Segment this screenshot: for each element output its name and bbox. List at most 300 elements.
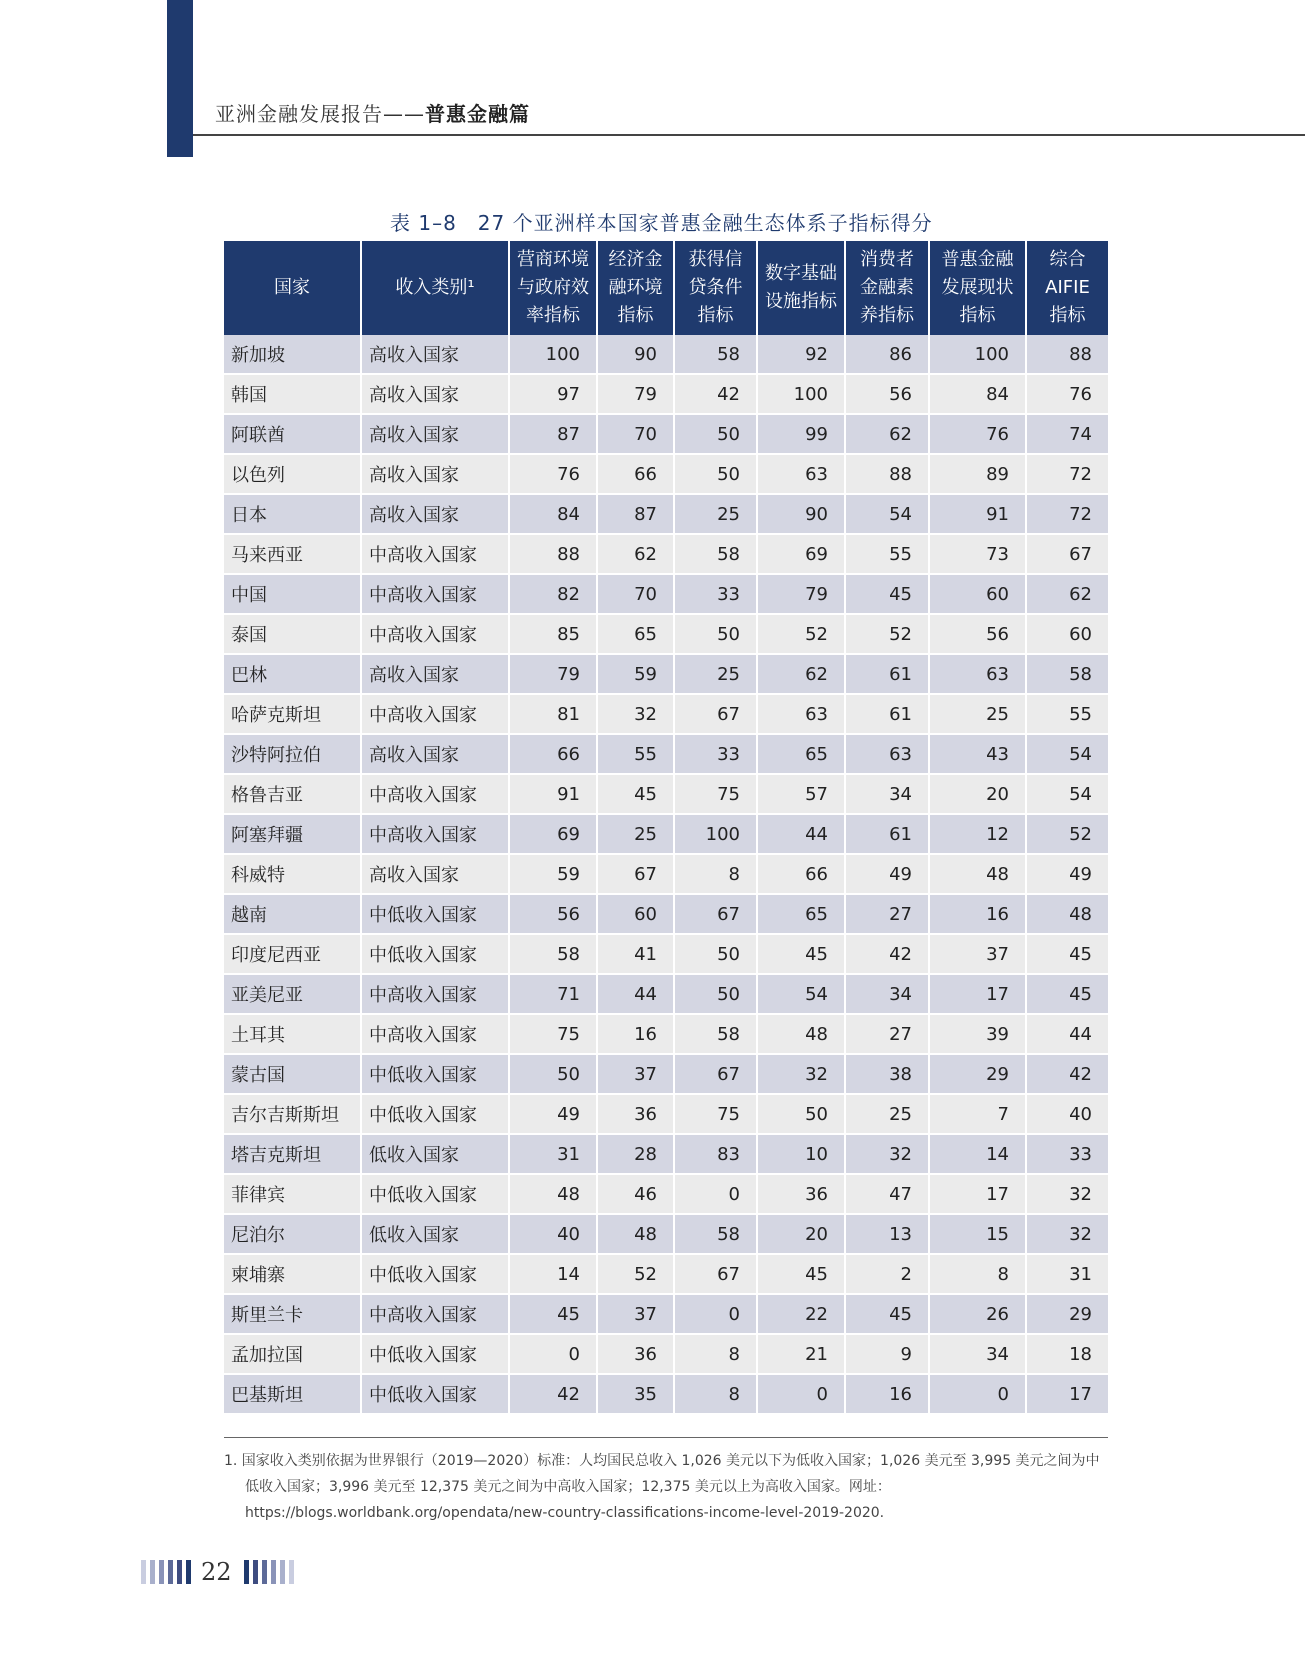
cell-economic-env: 25 [597,814,674,854]
cell-aifie: 29 [1026,1294,1108,1334]
cell-aifie: 76 [1026,374,1108,414]
cell-inclusion-status: 0 [929,1374,1026,1414]
cell-credit-access: 58 [674,534,757,574]
cell-consumer-literacy: 61 [845,814,929,854]
cell-economic-env: 60 [597,894,674,934]
footnote [224,1448,1108,1526]
cell-credit-access: 8 [674,1334,757,1374]
cell-income: 中低收入国家 [361,1374,509,1414]
cell-business-env: 14 [509,1254,597,1294]
cell-digital-infra: 44 [757,814,845,854]
cell-inclusion-status: 56 [929,614,1026,654]
cell-inclusion-status: 14 [929,1134,1026,1174]
cell-economic-env: 41 [597,934,674,974]
cell-inclusion-status: 7 [929,1094,1026,1134]
cell-country: 土耳其 [224,1014,361,1054]
cell-economic-env: 37 [597,1294,674,1334]
cell-country: 哈萨克斯坦 [224,694,361,734]
cell-credit-access: 25 [674,654,757,694]
table-row [224,974,1108,1014]
cell-digital-infra: 48 [757,1014,845,1054]
cell-business-env: 50 [509,1054,597,1094]
cell-aifie: 72 [1026,494,1108,534]
cell-aifie: 72 [1026,454,1108,494]
column-header-income [361,241,509,335]
cell-economic-env: 28 [597,1134,674,1174]
cell-country: 菲律宾 [224,1174,361,1214]
column-header-line: 养指标 [860,305,914,326]
cell-digital-infra: 50 [757,1094,845,1134]
cell-economic-env: 65 [597,614,674,654]
column-header-line: 国家 [274,277,310,298]
cell-aifie: 42 [1026,1054,1108,1094]
table-row [224,1374,1108,1414]
cell-credit-access: 50 [674,454,757,494]
cell-consumer-literacy: 27 [845,1014,929,1054]
cell-income: 中低收入国家 [361,894,509,934]
cell-aifie: 32 [1026,1214,1108,1254]
cell-digital-infra: 92 [757,335,845,374]
cell-economic-env: 62 [597,534,674,574]
cell-business-env: 71 [509,974,597,1014]
cell-credit-access: 42 [674,374,757,414]
cell-consumer-literacy: 61 [845,694,929,734]
cell-inclusion-status: 12 [929,814,1026,854]
cell-business-env: 76 [509,454,597,494]
cell-consumer-literacy: 9 [845,1334,929,1374]
cell-consumer-literacy: 16 [845,1374,929,1414]
cell-economic-env: 46 [597,1174,674,1214]
cell-digital-infra: 99 [757,414,845,454]
cell-digital-infra: 65 [757,734,845,774]
cell-economic-env: 59 [597,654,674,694]
cell-income: 中低收入国家 [361,1334,509,1374]
cell-country: 蒙古国 [224,1054,361,1094]
cell-digital-infra: 100 [757,374,845,414]
cell-country: 科威特 [224,854,361,894]
cell-income: 中低收入国家 [361,1094,509,1134]
cell-digital-infra: 63 [757,454,845,494]
cell-consumer-literacy: 55 [845,534,929,574]
cell-business-env: 58 [509,934,597,974]
cell-economic-env: 66 [597,454,674,494]
column-header-line: 金融素 [860,277,914,298]
cell-country: 吉尔吉斯斯坦 [224,1094,361,1134]
cell-digital-infra: 90 [757,494,845,534]
cell-digital-infra: 54 [757,974,845,1014]
cell-income: 中低收入国家 [361,1054,509,1094]
cell-economic-env: 48 [597,1214,674,1254]
cell-income: 中高收入国家 [361,1014,509,1054]
cell-country: 越南 [224,894,361,934]
cell-consumer-literacy: 32 [845,1134,929,1174]
cell-inclusion-status: 63 [929,654,1026,694]
column-header-line: 普惠金融 [941,249,1014,270]
cell-consumer-literacy: 86 [845,335,929,374]
table-body [224,335,1108,1414]
column-header-line: 消费者 [860,249,914,270]
cell-credit-access: 67 [674,1254,757,1294]
cell-country: 阿塞拜疆 [224,814,361,854]
table-row [224,654,1108,694]
table-row [224,534,1108,574]
cell-economic-env: 70 [597,574,674,614]
cell-credit-access: 67 [674,694,757,734]
column-header-line: AIFIE [1045,277,1090,298]
table-row [224,1134,1108,1174]
column-header-aifie [1026,241,1108,335]
cell-country: 巴林 [224,654,361,694]
table-row [224,1214,1108,1254]
running-header-plain: 亚洲金融发展报告—— [215,102,425,126]
table-row [224,1014,1108,1054]
column-header-line: 数字基础 [765,263,837,284]
column-header-consumer-literacy [845,241,929,335]
cell-business-env: 97 [509,374,597,414]
cell-country: 柬埔寨 [224,1254,361,1294]
cell-income: 中高收入国家 [361,974,509,1014]
cell-aifie: 40 [1026,1094,1108,1134]
cell-aifie: 55 [1026,694,1108,734]
cell-consumer-literacy: 52 [845,614,929,654]
cell-consumer-literacy: 88 [845,454,929,494]
cell-business-env: 45 [509,1294,597,1334]
running-header [215,98,530,127]
cell-country: 印度尼西亚 [224,934,361,974]
cell-business-env: 87 [509,414,597,454]
cell-digital-infra: 63 [757,694,845,734]
cell-business-env: 49 [509,1094,597,1134]
cell-aifie: 54 [1026,774,1108,814]
cell-income: 中高收入国家 [361,574,509,614]
cell-aifie: 32 [1026,1174,1108,1214]
cell-economic-env: 70 [597,414,674,454]
table-row [224,1254,1108,1294]
cell-credit-access: 67 [674,1054,757,1094]
table-row [224,694,1108,734]
page-number-block [141,1558,298,1586]
cell-aifie: 44 [1026,1014,1108,1054]
cell-aifie: 17 [1026,1374,1108,1414]
cell-aifie: 18 [1026,1334,1108,1374]
cell-aifie: 74 [1026,414,1108,454]
cell-inclusion-status: 26 [929,1294,1026,1334]
column-header-line: 指标 [697,305,734,326]
cell-business-env: 91 [509,774,597,814]
cell-credit-access: 58 [674,335,757,374]
cell-business-env: 48 [509,1174,597,1214]
column-header-line: 获得信 [688,249,743,270]
table-row [224,1094,1108,1134]
cell-business-env: 85 [509,614,597,654]
column-header-business-env [509,241,597,335]
cell-consumer-literacy: 49 [845,854,929,894]
cell-income: 中高收入国家 [361,694,509,734]
cell-inclusion-status: 17 [929,1174,1026,1214]
cell-consumer-literacy: 25 [845,1094,929,1134]
cell-income: 高收入国家 [361,414,509,454]
cell-country: 巴基斯坦 [224,1374,361,1414]
cell-economic-env: 52 [597,1254,674,1294]
cell-consumer-literacy: 47 [845,1174,929,1214]
cell-income: 中高收入国家 [361,614,509,654]
cell-digital-infra: 36 [757,1174,845,1214]
cell-income: 中高收入国家 [361,534,509,574]
cell-digital-infra: 45 [757,1254,845,1294]
table-row [224,374,1108,414]
cell-aifie: 48 [1026,894,1108,934]
cell-aifie: 52 [1026,814,1108,854]
footnote-text: 1. 国家收入类别依据为世界银行（2019—2020）标准：人均国民总收入 1,026 美元以下为低收入国家；1,026 美元至 3,995 美元之间为中低收入国家；3,996 美元至 12,375 美元之间为中高收入国家；12,375 美元以上为高收入国家。网址：https://blogs.worldbank.org/opendata/new-country-classifications-income-level-2019-2020. [224,1453,1100,1521]
cell-income: 中低收入国家 [361,934,509,974]
cell-inclusion-status: 73 [929,534,1026,574]
cell-income: 高收入国家 [361,374,509,414]
cell-country: 阿联酋 [224,414,361,454]
cell-economic-env: 36 [597,1334,674,1374]
cell-country: 以色列 [224,454,361,494]
cell-credit-access: 50 [674,934,757,974]
column-header-line: 率指标 [526,305,580,326]
table-row [224,1294,1108,1334]
table-row [224,1054,1108,1094]
cell-inclusion-status: 60 [929,574,1026,614]
cell-digital-infra: 62 [757,654,845,694]
column-header-economic-env [597,241,674,335]
cell-credit-access: 25 [674,494,757,534]
right-bars-decoration [244,1560,298,1584]
cell-consumer-literacy: 42 [845,934,929,974]
cell-business-env: 82 [509,574,597,614]
cell-inclusion-status: 15 [929,1214,1026,1254]
cell-credit-access: 83 [674,1134,757,1174]
cell-aifie: 54 [1026,734,1108,774]
cell-digital-infra: 66 [757,854,845,894]
cell-income: 中低收入国家 [361,1174,509,1214]
table-row [224,614,1108,654]
cell-country: 沙特阿拉伯 [224,734,361,774]
cell-aifie: 45 [1026,974,1108,1014]
cell-credit-access: 58 [674,1214,757,1254]
cell-income: 高收入国家 [361,494,509,534]
cell-digital-infra: 79 [757,574,845,614]
cell-economic-env: 16 [597,1014,674,1054]
footnote-rule [224,1437,1108,1438]
cell-digital-infra: 52 [757,614,845,654]
cell-economic-env: 87 [597,494,674,534]
cell-aifie: 60 [1026,614,1108,654]
cell-country: 新加坡 [224,335,361,374]
cell-country: 格鲁吉亚 [224,774,361,814]
column-header-digital-infra [757,241,845,335]
column-header-country [224,241,361,335]
score-table [224,241,1108,1415]
table-row [224,574,1108,614]
table-title: 表 1–8 27 个亚洲样本国家普惠金融生态体系子指标得分 [390,211,933,235]
table-row [224,494,1108,534]
cell-economic-env: 35 [597,1374,674,1414]
cell-credit-access: 75 [674,1094,757,1134]
table-row [224,894,1108,934]
cell-digital-infra: 0 [757,1374,845,1414]
cell-income: 低收入国家 [361,1134,509,1174]
cell-business-env: 79 [509,654,597,694]
cell-credit-access: 75 [674,774,757,814]
cell-income: 低收入国家 [361,1214,509,1254]
cell-inclusion-status: 43 [929,734,1026,774]
cell-country: 斯里兰卡 [224,1294,361,1334]
cell-inclusion-status: 76 [929,414,1026,454]
cell-country: 中国 [224,574,361,614]
cell-country: 尼泊尔 [224,1214,361,1254]
cell-income: 中高收入国家 [361,1294,509,1334]
cell-inclusion-status: 17 [929,974,1026,1014]
cell-economic-env: 67 [597,854,674,894]
cell-aifie: 49 [1026,854,1108,894]
cell-aifie: 88 [1026,335,1108,374]
cell-aifie: 67 [1026,534,1108,574]
cell-credit-access: 0 [674,1294,757,1334]
cell-credit-access: 58 [674,1014,757,1054]
cell-income: 高收入国家 [361,654,509,694]
column-header-inclusion-status [929,241,1026,335]
cell-income: 高收入国家 [361,454,509,494]
cell-business-env: 42 [509,1374,597,1414]
cell-inclusion-status: 34 [929,1334,1026,1374]
cell-consumer-literacy: 56 [845,374,929,414]
cell-inclusion-status: 37 [929,934,1026,974]
cell-business-env: 100 [509,335,597,374]
cell-consumer-literacy: 34 [845,774,929,814]
cell-consumer-literacy: 2 [845,1254,929,1294]
column-header-line: 指标 [959,305,996,326]
cell-business-env: 84 [509,494,597,534]
cell-country: 塔吉克斯坦 [224,1134,361,1174]
column-header-line: 与政府效 [517,277,589,298]
column-header-line: 融环境 [608,277,663,298]
cell-aifie: 31 [1026,1254,1108,1294]
cell-digital-infra: 20 [757,1214,845,1254]
cell-country: 日本 [224,494,361,534]
table-row [224,814,1108,854]
table-row [224,414,1108,454]
cell-economic-env: 44 [597,974,674,1014]
column-header-line: 指标 [617,305,654,326]
cell-credit-access: 0 [674,1174,757,1214]
cell-credit-access: 67 [674,894,757,934]
cell-business-env: 56 [509,894,597,934]
cell-consumer-literacy: 45 [845,574,929,614]
page-number: 22 [201,1558,232,1586]
cell-digital-infra: 57 [757,774,845,814]
cell-digital-infra: 22 [757,1294,845,1334]
cell-country: 亚美尼亚 [224,974,361,1014]
cell-consumer-literacy: 34 [845,974,929,1014]
table-row [224,1174,1108,1214]
cell-digital-infra: 21 [757,1334,845,1374]
cell-consumer-literacy: 63 [845,734,929,774]
cell-digital-infra: 10 [757,1134,845,1174]
cell-digital-infra: 45 [757,934,845,974]
cell-business-env: 0 [509,1334,597,1374]
cell-business-env: 66 [509,734,597,774]
cell-credit-access: 100 [674,814,757,854]
cell-consumer-literacy: 27 [845,894,929,934]
cell-inclusion-status: 20 [929,774,1026,814]
header-accent-bar [167,0,193,157]
table-row [224,454,1108,494]
cell-consumer-literacy: 38 [845,1054,929,1094]
column-header-line: 发展现状 [941,277,1014,298]
left-bars-decoration [141,1560,195,1584]
cell-inclusion-status: 29 [929,1054,1026,1094]
cell-economic-env: 90 [597,335,674,374]
cell-digital-infra: 65 [757,894,845,934]
cell-business-env: 81 [509,694,597,734]
table-row [224,1334,1108,1374]
cell-credit-access: 8 [674,854,757,894]
running-header-bold: 普惠金融篇 [425,102,530,126]
cell-income: 高收入国家 [361,335,509,374]
cell-business-env: 31 [509,1134,597,1174]
cell-aifie: 33 [1026,1134,1108,1174]
cell-inclusion-status: 48 [929,854,1026,894]
cell-inclusion-status: 100 [929,335,1026,374]
cell-digital-infra: 32 [757,1054,845,1094]
cell-digital-infra: 69 [757,534,845,574]
cell-business-env: 69 [509,814,597,854]
cell-consumer-literacy: 61 [845,654,929,694]
cell-income: 中高收入国家 [361,774,509,814]
table-row [224,734,1108,774]
cell-income: 高收入国家 [361,854,509,894]
column-header-line: 综合 [1049,249,1086,270]
cell-aifie: 62 [1026,574,1108,614]
cell-consumer-literacy: 62 [845,414,929,454]
cell-economic-env: 36 [597,1094,674,1134]
cell-credit-access: 33 [674,734,757,774]
column-header-line: 营商环境 [517,249,589,270]
cell-economic-env: 79 [597,374,674,414]
cell-credit-access: 50 [674,974,757,1014]
column-header-credit-access [674,241,757,335]
cell-aifie: 58 [1026,654,1108,694]
cell-economic-env: 37 [597,1054,674,1094]
cell-inclusion-status: 91 [929,494,1026,534]
cell-business-env: 88 [509,534,597,574]
cell-inclusion-status: 84 [929,374,1026,414]
table-row [224,335,1108,374]
column-header-line: 贷条件 [688,277,743,298]
table-header-row [224,241,1108,335]
column-header-line: 收入类别¹ [395,277,475,298]
cell-credit-access: 50 [674,414,757,454]
cell-credit-access: 33 [674,574,757,614]
cell-income: 中低收入国家 [361,1254,509,1294]
cell-country: 孟加拉国 [224,1334,361,1374]
cell-country: 马来西亚 [224,534,361,574]
cell-inclusion-status: 89 [929,454,1026,494]
cell-consumer-literacy: 54 [845,494,929,534]
cell-inclusion-status: 8 [929,1254,1026,1294]
cell-country: 泰国 [224,614,361,654]
column-header-line: 经济金 [608,249,663,270]
cell-income: 高收入国家 [361,734,509,774]
cell-economic-env: 45 [597,774,674,814]
header-rule [193,134,1305,136]
cell-inclusion-status: 16 [929,894,1026,934]
cell-credit-access: 8 [674,1374,757,1414]
cell-economic-env: 55 [597,734,674,774]
